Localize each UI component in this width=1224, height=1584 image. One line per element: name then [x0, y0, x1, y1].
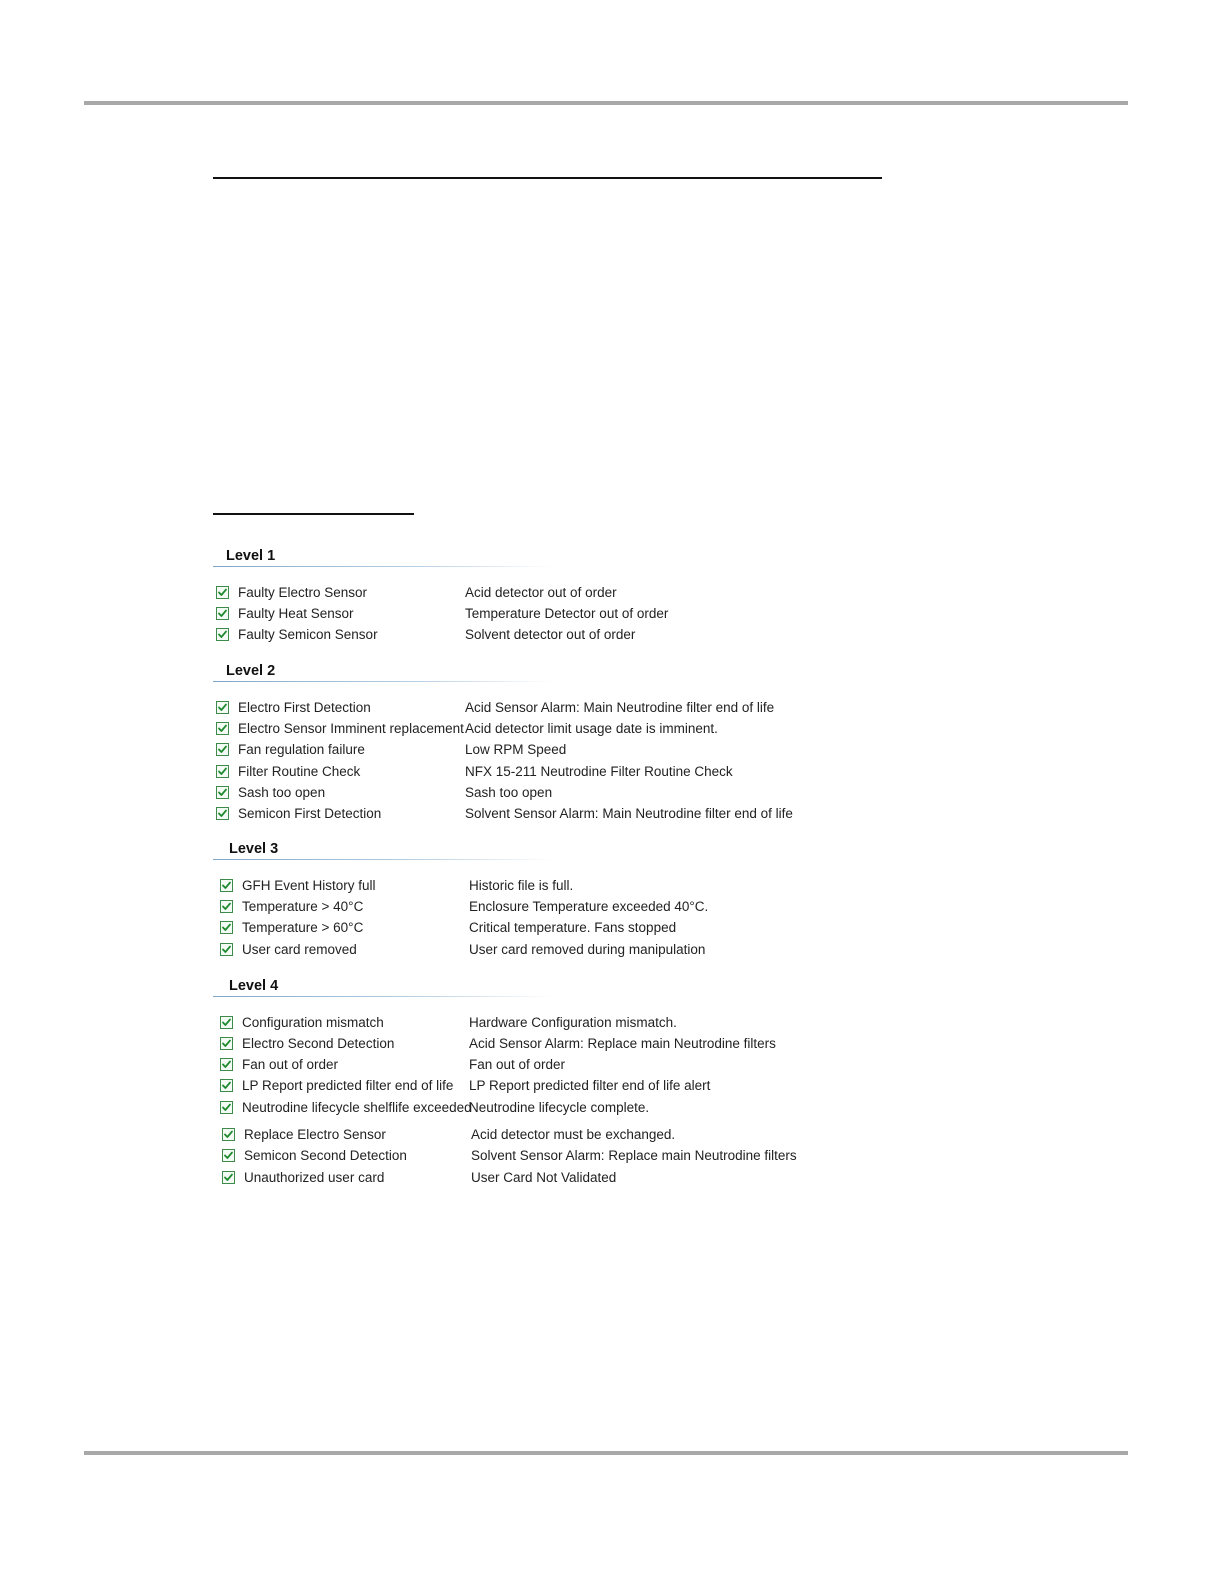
- alarm-name: Unauthorized user card: [244, 1169, 385, 1185]
- alarm-checkbox[interactable]: [216, 586, 229, 599]
- alarm-row: [220, 1012, 677, 1032]
- alarm-name: Electro First Detection: [238, 699, 371, 715]
- alarm-name: Neutrodine lifecycle shelflife exceeded: [242, 1099, 472, 1115]
- alarm-checkbox[interactable]: [220, 879, 233, 892]
- alarm-row: [222, 1145, 797, 1165]
- alarm-checkbox[interactable]: [220, 1079, 233, 1092]
- alarm-checkbox[interactable]: [216, 743, 229, 756]
- alarm-description: LP Report predicted filter end of life alert: [469, 1077, 711, 1093]
- alarm-checkbox[interactable]: [220, 1016, 233, 1029]
- alarm-checkbox[interactable]: [220, 1101, 233, 1114]
- alarm-checkbox[interactable]: [220, 1058, 233, 1071]
- alarm-description: Acid detector limit usage date is imminent.: [465, 720, 718, 736]
- subsection-heading-underline: [213, 513, 414, 515]
- alarm-name: Fan regulation failure: [238, 741, 365, 757]
- alarm-name: Fan out of order: [242, 1056, 339, 1072]
- section-heading-underline: [213, 177, 882, 179]
- alarm-checkbox[interactable]: [222, 1128, 235, 1141]
- alarm-name: Faulty Electro Sensor: [238, 584, 368, 600]
- alarm-description: Acid detector out of order: [465, 584, 617, 600]
- alarm-checkbox[interactable]: [220, 921, 233, 934]
- alarm-name: Faulty Semicon Sensor: [238, 626, 378, 642]
- level-title: Level 4: [229, 978, 279, 994]
- alarm-description: User card removed during manipulation: [469, 941, 706, 957]
- alarm-checkbox[interactable]: [220, 900, 233, 913]
- alarm-checkbox[interactable]: [216, 722, 229, 735]
- alarm-row: [220, 917, 676, 937]
- alarm-name: GFH Event History full: [242, 877, 376, 893]
- alarm-row: [216, 582, 617, 602]
- alarm-row: [220, 1054, 565, 1074]
- alarm-row: [216, 603, 668, 623]
- alarm-row: [216, 803, 793, 823]
- alarm-checkbox[interactable]: [216, 607, 229, 620]
- alarm-name: Semicon Second Detection: [244, 1147, 407, 1163]
- alarm-row: [216, 761, 733, 781]
- alarm-name: Electro Second Detection: [242, 1035, 395, 1051]
- alarm-name: Temperature > 40°C: [242, 898, 364, 914]
- alarm-name: Electro Sensor Imminent replacement: [238, 720, 464, 736]
- alarm-name: Temperature > 60°C: [242, 919, 364, 935]
- alarm-row: [216, 624, 635, 644]
- alarm-name: Replace Electro Sensor: [244, 1126, 386, 1142]
- alarm-checkbox[interactable]: [216, 807, 229, 820]
- alarm-name: User card removed: [242, 941, 357, 957]
- alarm-description: Historic file is full.: [469, 877, 574, 893]
- alarm-row: [220, 1075, 710, 1095]
- alarm-name: Configuration mismatch: [242, 1014, 384, 1030]
- alarm-description: User Card Not Validated: [471, 1169, 617, 1185]
- page-footer-rule: [84, 1451, 1128, 1455]
- alarm-description: Acid Sensor Alarm: Replace main Neutrodine filters: [469, 1035, 776, 1051]
- level-separator: [213, 996, 553, 997]
- level-separator: [213, 859, 553, 860]
- alarm-name: Faulty Heat Sensor: [238, 605, 354, 621]
- level-title: Level 2: [226, 663, 276, 679]
- alarm-row: [222, 1167, 616, 1187]
- alarm-checkbox[interactable]: [220, 1037, 233, 1050]
- level-title: Level 3: [229, 841, 279, 857]
- alarm-checkbox[interactable]: [216, 765, 229, 778]
- alarm-name: Filter Routine Check: [238, 763, 361, 779]
- alarm-description: Critical temperature. Fans stopped: [469, 919, 677, 935]
- alarm-description: Solvent Sensor Alarm: Replace main Neutrodine filters: [471, 1147, 797, 1163]
- alarm-checkbox[interactable]: [222, 1149, 235, 1162]
- alarm-description: Solvent Sensor Alarm: Main Neutrodine filter end of life: [465, 805, 793, 821]
- level-separator: [213, 566, 553, 567]
- alarm-description: Fan out of order: [469, 1056, 566, 1072]
- alarm-row: [220, 1033, 776, 1053]
- alarm-row: [216, 697, 774, 717]
- alarm-row: [220, 939, 705, 959]
- alarm-description: Enclosure Temperature exceeded 40°C.: [469, 898, 709, 914]
- alarm-description: Neutrodine lifecycle complete.: [469, 1099, 650, 1115]
- alarm-description: Acid Sensor Alarm: Main Neutrodine filter end of life: [465, 699, 775, 715]
- alarm-row: [220, 896, 708, 916]
- alarm-row: [216, 782, 552, 802]
- alarm-row: [216, 739, 566, 759]
- page-header-rule: [84, 101, 1128, 105]
- alarm-checkbox[interactable]: [216, 701, 229, 714]
- alarm-row: [220, 1097, 649, 1117]
- alarm-checkbox[interactable]: [216, 628, 229, 641]
- alarm-name: Semicon First Detection: [238, 805, 382, 821]
- alarm-name: LP Report predicted filter end of life: [242, 1077, 454, 1093]
- alarm-description: Temperature Detector out of order: [465, 605, 669, 621]
- alarm-description: Low RPM Speed: [465, 741, 567, 757]
- alarm-checkbox[interactable]: [222, 1171, 235, 1184]
- alarm-description: Sash too open: [465, 784, 553, 800]
- alarm-description: Solvent detector out of order: [465, 626, 636, 642]
- level-title: Level 1: [226, 548, 276, 564]
- alarm-description: NFX 15-211 Neutrodine Filter Routine Check: [465, 763, 733, 779]
- alarm-row: [220, 875, 573, 895]
- alarm-row: [222, 1124, 675, 1144]
- alarm-row: [216, 718, 718, 738]
- alarm-description: Hardware Configuration mismatch.: [469, 1014, 677, 1030]
- alarm-description: Acid detector must be exchanged.: [471, 1126, 676, 1142]
- alarm-name: Sash too open: [238, 784, 326, 800]
- level-separator: [213, 681, 553, 682]
- alarm-checkbox[interactable]: [216, 786, 229, 799]
- alarm-checkbox[interactable]: [220, 943, 233, 956]
